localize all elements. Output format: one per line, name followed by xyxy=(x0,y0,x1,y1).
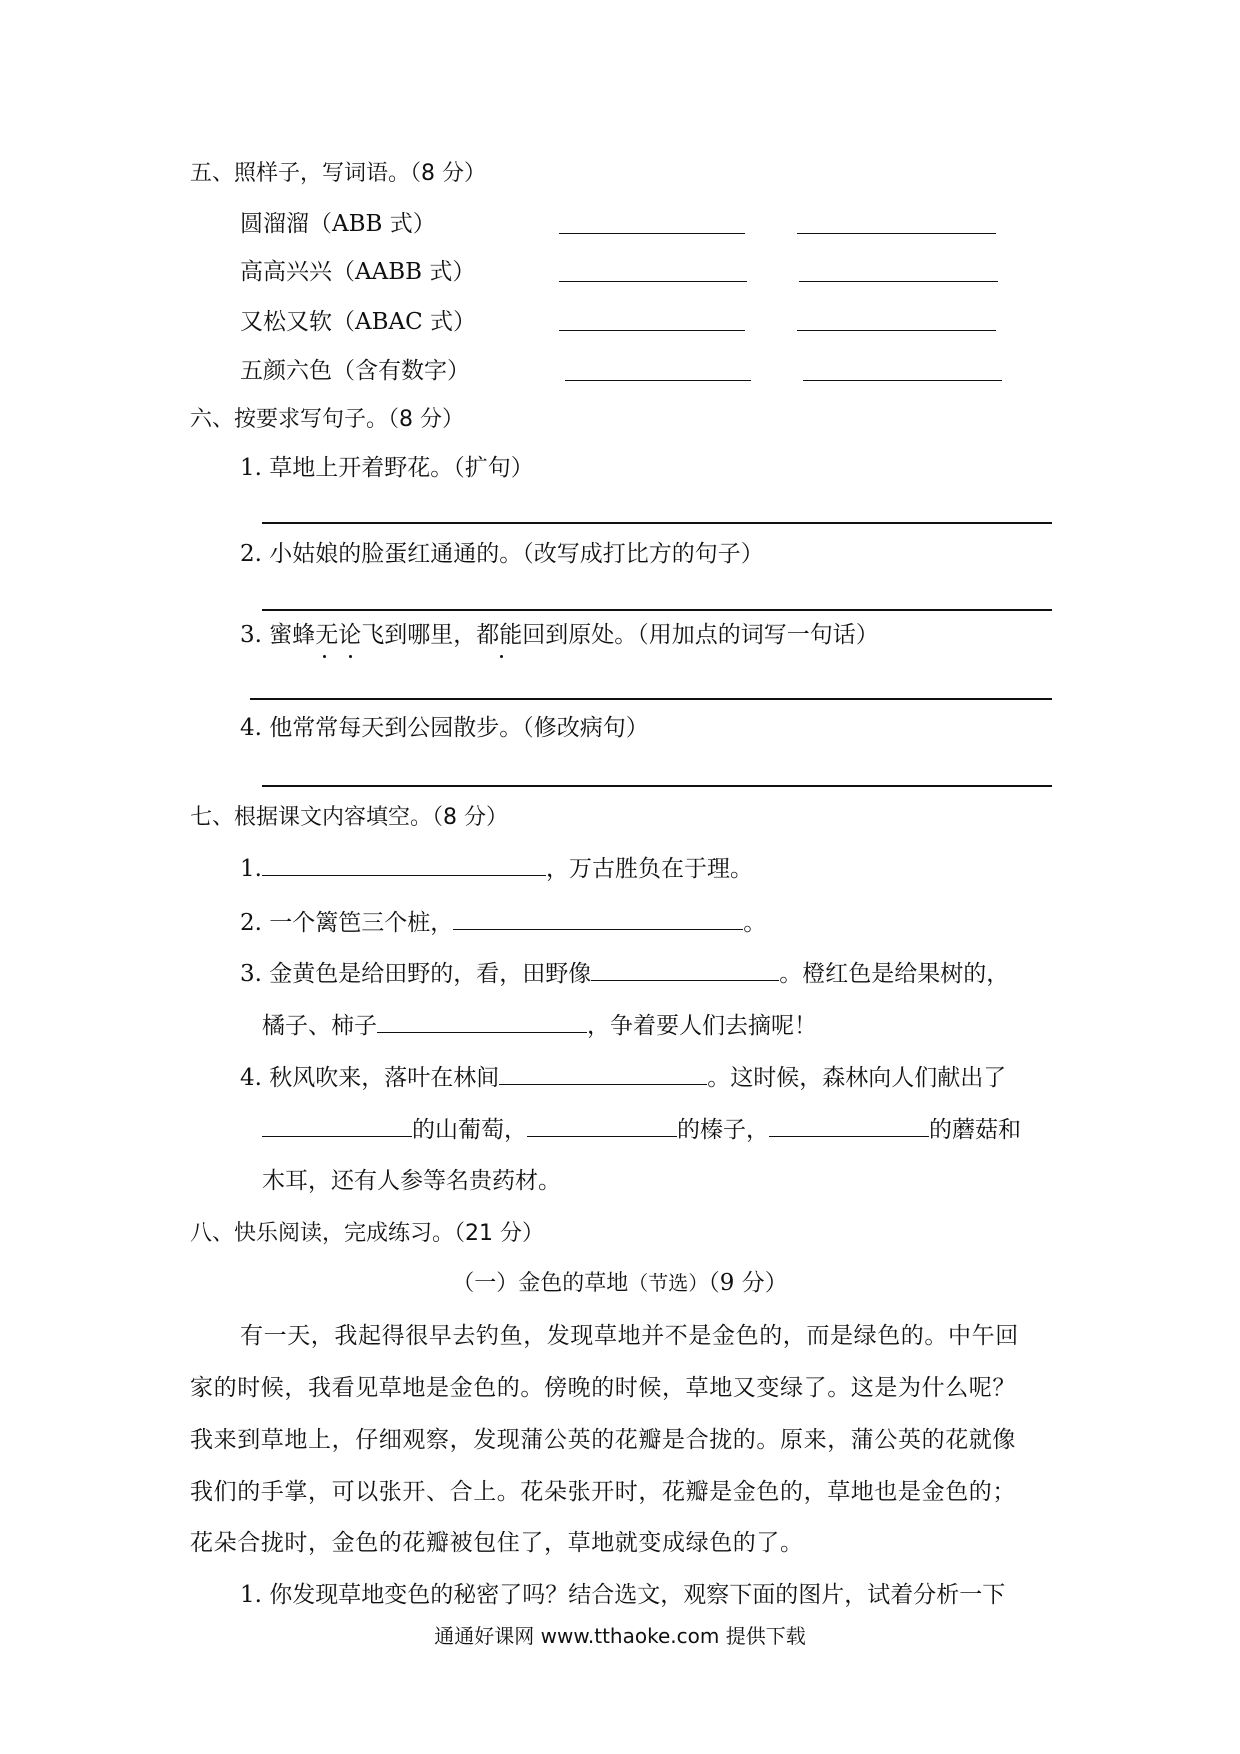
sec7-q4-blank-4[interactable] xyxy=(769,1114,929,1137)
sec7-q4b-3: 的蘑菇和 xyxy=(929,1117,1021,1143)
sec5-item-4-blank-a[interactable] xyxy=(565,380,751,381)
sec5-item-2-blank-b[interactable] xyxy=(799,281,998,282)
sec7-q3b-head: 橘子、柿子 xyxy=(262,1013,377,1039)
sec5-item-3-blank-b[interactable] xyxy=(797,330,996,331)
sec7-question-1 xyxy=(240,853,753,884)
sec7-question-3-cont xyxy=(262,1010,817,1041)
emphasis-dot xyxy=(500,655,503,658)
passage-line: 家的时候，我看见草地是金色的。傍晚的时候，草地又变绿了。这是为什么呢？ xyxy=(190,1375,1016,1401)
passage-title-note: （节选） xyxy=(628,1271,709,1295)
sec5-item-4-label: 五颜六色（含有数字） xyxy=(240,358,470,384)
sec5-item-4-blank-b[interactable] xyxy=(803,380,1002,381)
sec6-question-2: 2. 小姑娘的脸蛋红通通的。（改写成打比方的句子） xyxy=(240,541,764,567)
emphasis-dot xyxy=(323,655,326,658)
sec6-answer-line-1[interactable] xyxy=(262,522,1052,524)
sec7-q2-blank[interactable] xyxy=(453,907,743,930)
sec7-q4b-2: 的榛子， xyxy=(677,1117,769,1143)
passage-title-main: （一）金色的草地 xyxy=(452,1271,629,1296)
sec7-q4-head: 4. 秋风吹来，落叶在林间 xyxy=(240,1065,500,1091)
sec7-question-2 xyxy=(240,907,766,938)
sec7-q1-tail: ，万古胜负在于理。 xyxy=(545,856,753,882)
sec7-q4-blank-3[interactable] xyxy=(527,1114,677,1137)
sec6-question-1: 1. 草地上开着野花。（扩句） xyxy=(240,455,534,481)
sec7-question-4 xyxy=(240,1062,1006,1093)
passage-title-score: （9 分） xyxy=(708,1270,788,1296)
sec7-q1-number: 1. xyxy=(240,856,262,882)
sec6-question-4: 4. 他常常每天到公园散步。（修改病句） xyxy=(240,715,649,741)
passage-line: 我们的手掌，可以张开、合上。花朵张开时，花瓣是金色的，草地也是金色的； xyxy=(190,1479,1016,1505)
sec5-item-2-label: 高高兴兴（AABB 式） xyxy=(240,259,476,285)
sec7-q1-blank[interactable] xyxy=(262,853,546,876)
sec7-q4-blank-1[interactable] xyxy=(499,1062,707,1085)
sec6-answer-line-3[interactable] xyxy=(250,698,1052,700)
sec6-answer-line-4[interactable] xyxy=(262,785,1052,787)
sec7-q4-blank-2[interactable] xyxy=(262,1114,412,1137)
sec7-q3-blank-1[interactable] xyxy=(591,958,779,981)
sec7-q3-tail: 。橙红色是给果树的， xyxy=(779,961,1010,987)
section-6-heading: 六、按要求写句子。（8 分） xyxy=(190,407,464,432)
sec5-item-1-label: 圆溜溜（ABB 式） xyxy=(240,211,436,237)
sec7-q3-blank-2[interactable] xyxy=(377,1010,587,1033)
section-5-heading: 五、照样子，写词语。（8 分） xyxy=(190,161,486,186)
sec7-q3b-tail: ，争着要人们去摘呢！ xyxy=(587,1013,817,1039)
sec7-question-4-cont xyxy=(262,1114,1021,1145)
sec7-q2-tail: 。 xyxy=(743,910,767,936)
passage-line: 有一天，我起得很早去钓鱼，发现草地并不是金色的，而是绿色的。中午回 xyxy=(240,1323,1019,1349)
sec5-item-1-blank-b[interactable] xyxy=(797,233,996,234)
section-7-heading: 七、根据课文内容填空。（8 分） xyxy=(190,805,508,830)
emphasis-dot xyxy=(349,655,352,658)
sec7-q4-tail: 。这时候，森林向人们献出了 xyxy=(707,1065,1007,1091)
passage-title xyxy=(0,1268,1240,1299)
sec5-item-3-blank-a[interactable] xyxy=(559,330,745,331)
sec8-question-1: 1. 你发现草地变色的秘密了吗？结合选文，观察下面的图片，试着分析一下 xyxy=(240,1582,1006,1608)
sec5-item-3-label: 又松又软（ABAC 式） xyxy=(240,309,477,335)
passage-line: 我来到草地上，仔细观察，发现蒲公英的花瓣是合拢的。原来，蒲公英的花就像 xyxy=(190,1427,1016,1453)
sec5-item-2-blank-a[interactable] xyxy=(559,281,747,282)
passage-line: 花朵合拢时，金色的花瓣被包住了，草地就变成绿色的了。 xyxy=(190,1530,804,1556)
sec7-q4b-1: 的山葡萄， xyxy=(412,1117,527,1143)
section-8-heading: 八、快乐阅读，完成练习。（21 分） xyxy=(190,1221,544,1246)
sec7-q3-head: 3. 金黄色是给田野的，看，田野像 xyxy=(240,961,592,987)
sec5-item-1-blank-a[interactable] xyxy=(559,233,745,234)
sec7-q2-head: 2. 一个篱笆三个桩， xyxy=(240,910,454,936)
sec6-question-3: 3. 蜜蜂无论飞到哪里，都能回到原处。（用加点的词写一句话） xyxy=(240,622,879,648)
sec7-question-4-end: 木耳，还有人参等名贵药材。 xyxy=(262,1168,561,1194)
sec6-answer-line-2[interactable] xyxy=(262,609,1052,611)
sec7-question-3 xyxy=(240,958,1009,989)
page-footer: 通通好课网 www.tthaoke.com 提供下载 xyxy=(434,1624,806,1648)
